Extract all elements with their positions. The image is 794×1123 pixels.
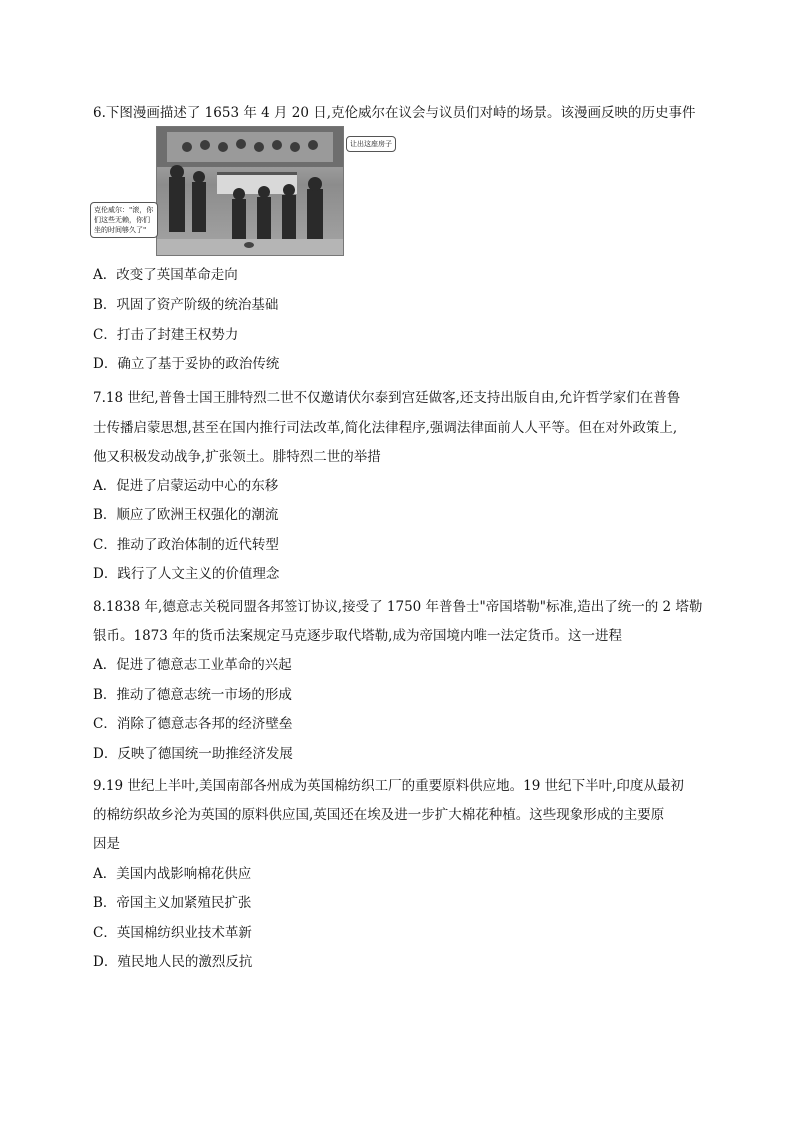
parliament-scene-image <box>156 126 344 256</box>
q9-stem-line-3: 因是 <box>93 836 120 852</box>
q9-option-b: B．帝国主义加紧殖民扩张 <box>93 895 252 911</box>
q9-stem-line-1: 9.19 世纪上半叶,美国南部各州成为英国棉纺织工厂的重要原料供应地。19 世纪下半叶,印度从最初 <box>93 778 684 794</box>
q9-option-d: D．殖民地人民的激烈反抗 <box>93 954 253 970</box>
speech-bubble-right: 让出这座房子 <box>346 136 396 152</box>
q8-option-d: D．反映了德国统一助推经济发展 <box>93 746 293 762</box>
q6-option-d: D．确立了基于妥协的政治传统 <box>93 356 280 372</box>
q8-option-c: C．消除了德意志各邦的经济壁垒 <box>93 716 293 732</box>
q6-stem-line-1: 6.下图漫画描述了 1653 年 4 月 20 日,克伦威尔在议会与议员们对峙的场景。该漫画反映的历史事件 <box>93 105 696 121</box>
q9-stem-line-2: 的棉纺织故乡沦为英国的原料供应国,英国还在埃及进一步扩大棉花种植。这些现象形成的主要原 <box>93 807 665 823</box>
q7-option-a: A．促进了启蒙运动中心的东移 <box>93 478 279 494</box>
q9-option-c: C．英国棉纺织业技术革新 <box>93 925 252 941</box>
q7-stem-line-1: 7.18 世纪,普鲁士国王腓特烈二世不仅邀请伏尔泰到宫廷做客,还支持出版自由,允许哲学家们在普鲁 <box>93 390 681 406</box>
q7-option-d: D．践行了人文主义的价值理念 <box>93 566 280 582</box>
parliament-illustration <box>157 127 343 255</box>
q6-option-c: C．打击了封建王权势力 <box>93 327 239 343</box>
q8-option-b: B．推动了德意志统一市场的形成 <box>93 687 292 703</box>
q7-option-b: B．顺应了欧洲王权强化的潮流 <box>93 507 279 523</box>
q7-stem-line-2: 士传播启蒙思想,甚至在国内推行司法改革,简化法律程序,强调法律面前人人平等。但在对外政策上, <box>93 420 678 436</box>
q6-option-a: A．改变了英国革命走向 <box>93 267 238 283</box>
q9-option-a: A．美国内战影响棉花供应 <box>93 866 252 882</box>
q7-option-c: C．推动了政治体制的近代转型 <box>93 537 279 553</box>
speech-bubble-cromwell: 克伦威尔："滚，你们这些无赖，你们坐的时间够久了" <box>90 202 158 238</box>
q7-stem-line-3: 他又积极发动战争,扩张领土。腓特烈二世的举措 <box>93 449 381 465</box>
cromwell-cartoon <box>90 124 400 256</box>
q6-option-b: B．巩固了资产阶级的统治基础 <box>93 297 279 313</box>
q8-stem-line-1: 8.1838 年,德意志关税同盟各邦签订协议,接受了 1750 年普鲁士"帝国塔勒"标准,造出了统一的 2 塔勒 <box>93 599 703 615</box>
q8-option-a: A．促进了德意志工业革命的兴起 <box>93 657 292 673</box>
q8-stem-line-2: 银币。1873 年的货币法案规定马克逐步取代塔勒,成为帝国境内唯一法定货币。这一进程 <box>93 628 622 644</box>
